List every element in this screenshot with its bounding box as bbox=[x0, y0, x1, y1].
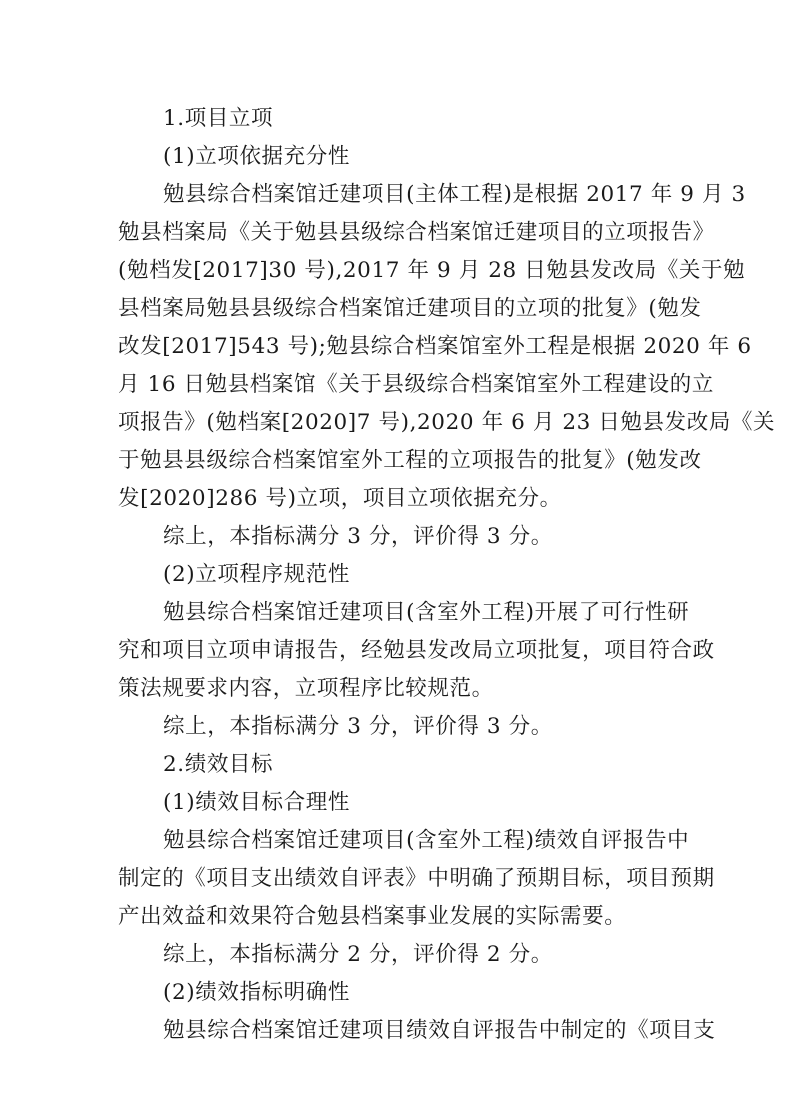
section-heading-performance-goals: 2.绩效目标 bbox=[163, 752, 274, 777]
score-summary: 综上，本指标满分 3 分，评价得 3 分。 bbox=[163, 714, 553, 739]
paragraph-line: 于勉县县级综合档案馆室外工程的立项报告的批复》(勉发改 bbox=[118, 448, 702, 473]
paragraph-line: 产出效益和效果符合勉县档案事业发展的实际需要。 bbox=[118, 904, 627, 929]
paragraph-line: 策法规要求内容，立项程序比较规范。 bbox=[118, 676, 494, 701]
paragraph-line: (勉档发[2017]30 号),2017 年 9 月 28 日勉县发改局《关于勉 bbox=[118, 258, 746, 283]
subheading-indicator-clarity: (2)绩效指标明确性 bbox=[163, 980, 350, 1005]
paragraph-line: 究和项目立项申请报告，经勉县发改局立项批复，项目符合政 bbox=[118, 638, 715, 663]
paragraph-line: 勉县综合档案馆迁建项目(含室外工程)开展了可行性研 bbox=[163, 600, 690, 625]
subheading-approval-basis: (1)立项依据充分性 bbox=[163, 144, 350, 169]
paragraph-line: 项报告》(勉档案[2020]7 号),2020 年 6 月 23 日勉县发改局《关 bbox=[118, 410, 776, 435]
paragraph-line: 勉县综合档案馆迁建项目(含室外工程)绩效自评报告中 bbox=[163, 828, 690, 853]
paragraph-line: 勉县综合档案馆迁建项目(主体工程)是根据 2017 年 9 月 3 bbox=[163, 182, 746, 207]
paragraph-line: 勉县档案局《关于勉县县级综合档案馆迁建项目的立项报告》 bbox=[118, 220, 715, 245]
subheading-approval-procedure: (2)立项程序规范性 bbox=[163, 562, 350, 587]
paragraph-line: 制定的《项目支出绩效自评表》中明确了预期目标，项目预期 bbox=[118, 866, 715, 891]
paragraph-line: 月 16 日勉县档案馆《关于县级综合档案馆室外工程建设的立 bbox=[118, 372, 714, 397]
score-summary: 综上，本指标满分 2 分，评价得 2 分。 bbox=[163, 942, 553, 967]
section-heading-project-approval: 1.项目立项 bbox=[163, 106, 274, 131]
paragraph-line: 勉县综合档案馆迁建项目绩效自评报告中制定的《项目支 bbox=[163, 1018, 716, 1043]
score-summary: 综上，本指标满分 3 分，评价得 3 分。 bbox=[163, 524, 553, 549]
subheading-goal-rationality: (1)绩效目标合理性 bbox=[163, 790, 350, 815]
paragraph-line: 县档案局勉县县级综合档案馆迁建项目的立项的批复》(勉发 bbox=[118, 296, 702, 321]
paragraph-line: 发[2020]286 号)立项，项目立项依据充分。 bbox=[118, 486, 562, 511]
paragraph-line: 改发[2017]543 号);勉县综合档案馆室外工程是根据 2020 年 6 bbox=[118, 334, 752, 359]
